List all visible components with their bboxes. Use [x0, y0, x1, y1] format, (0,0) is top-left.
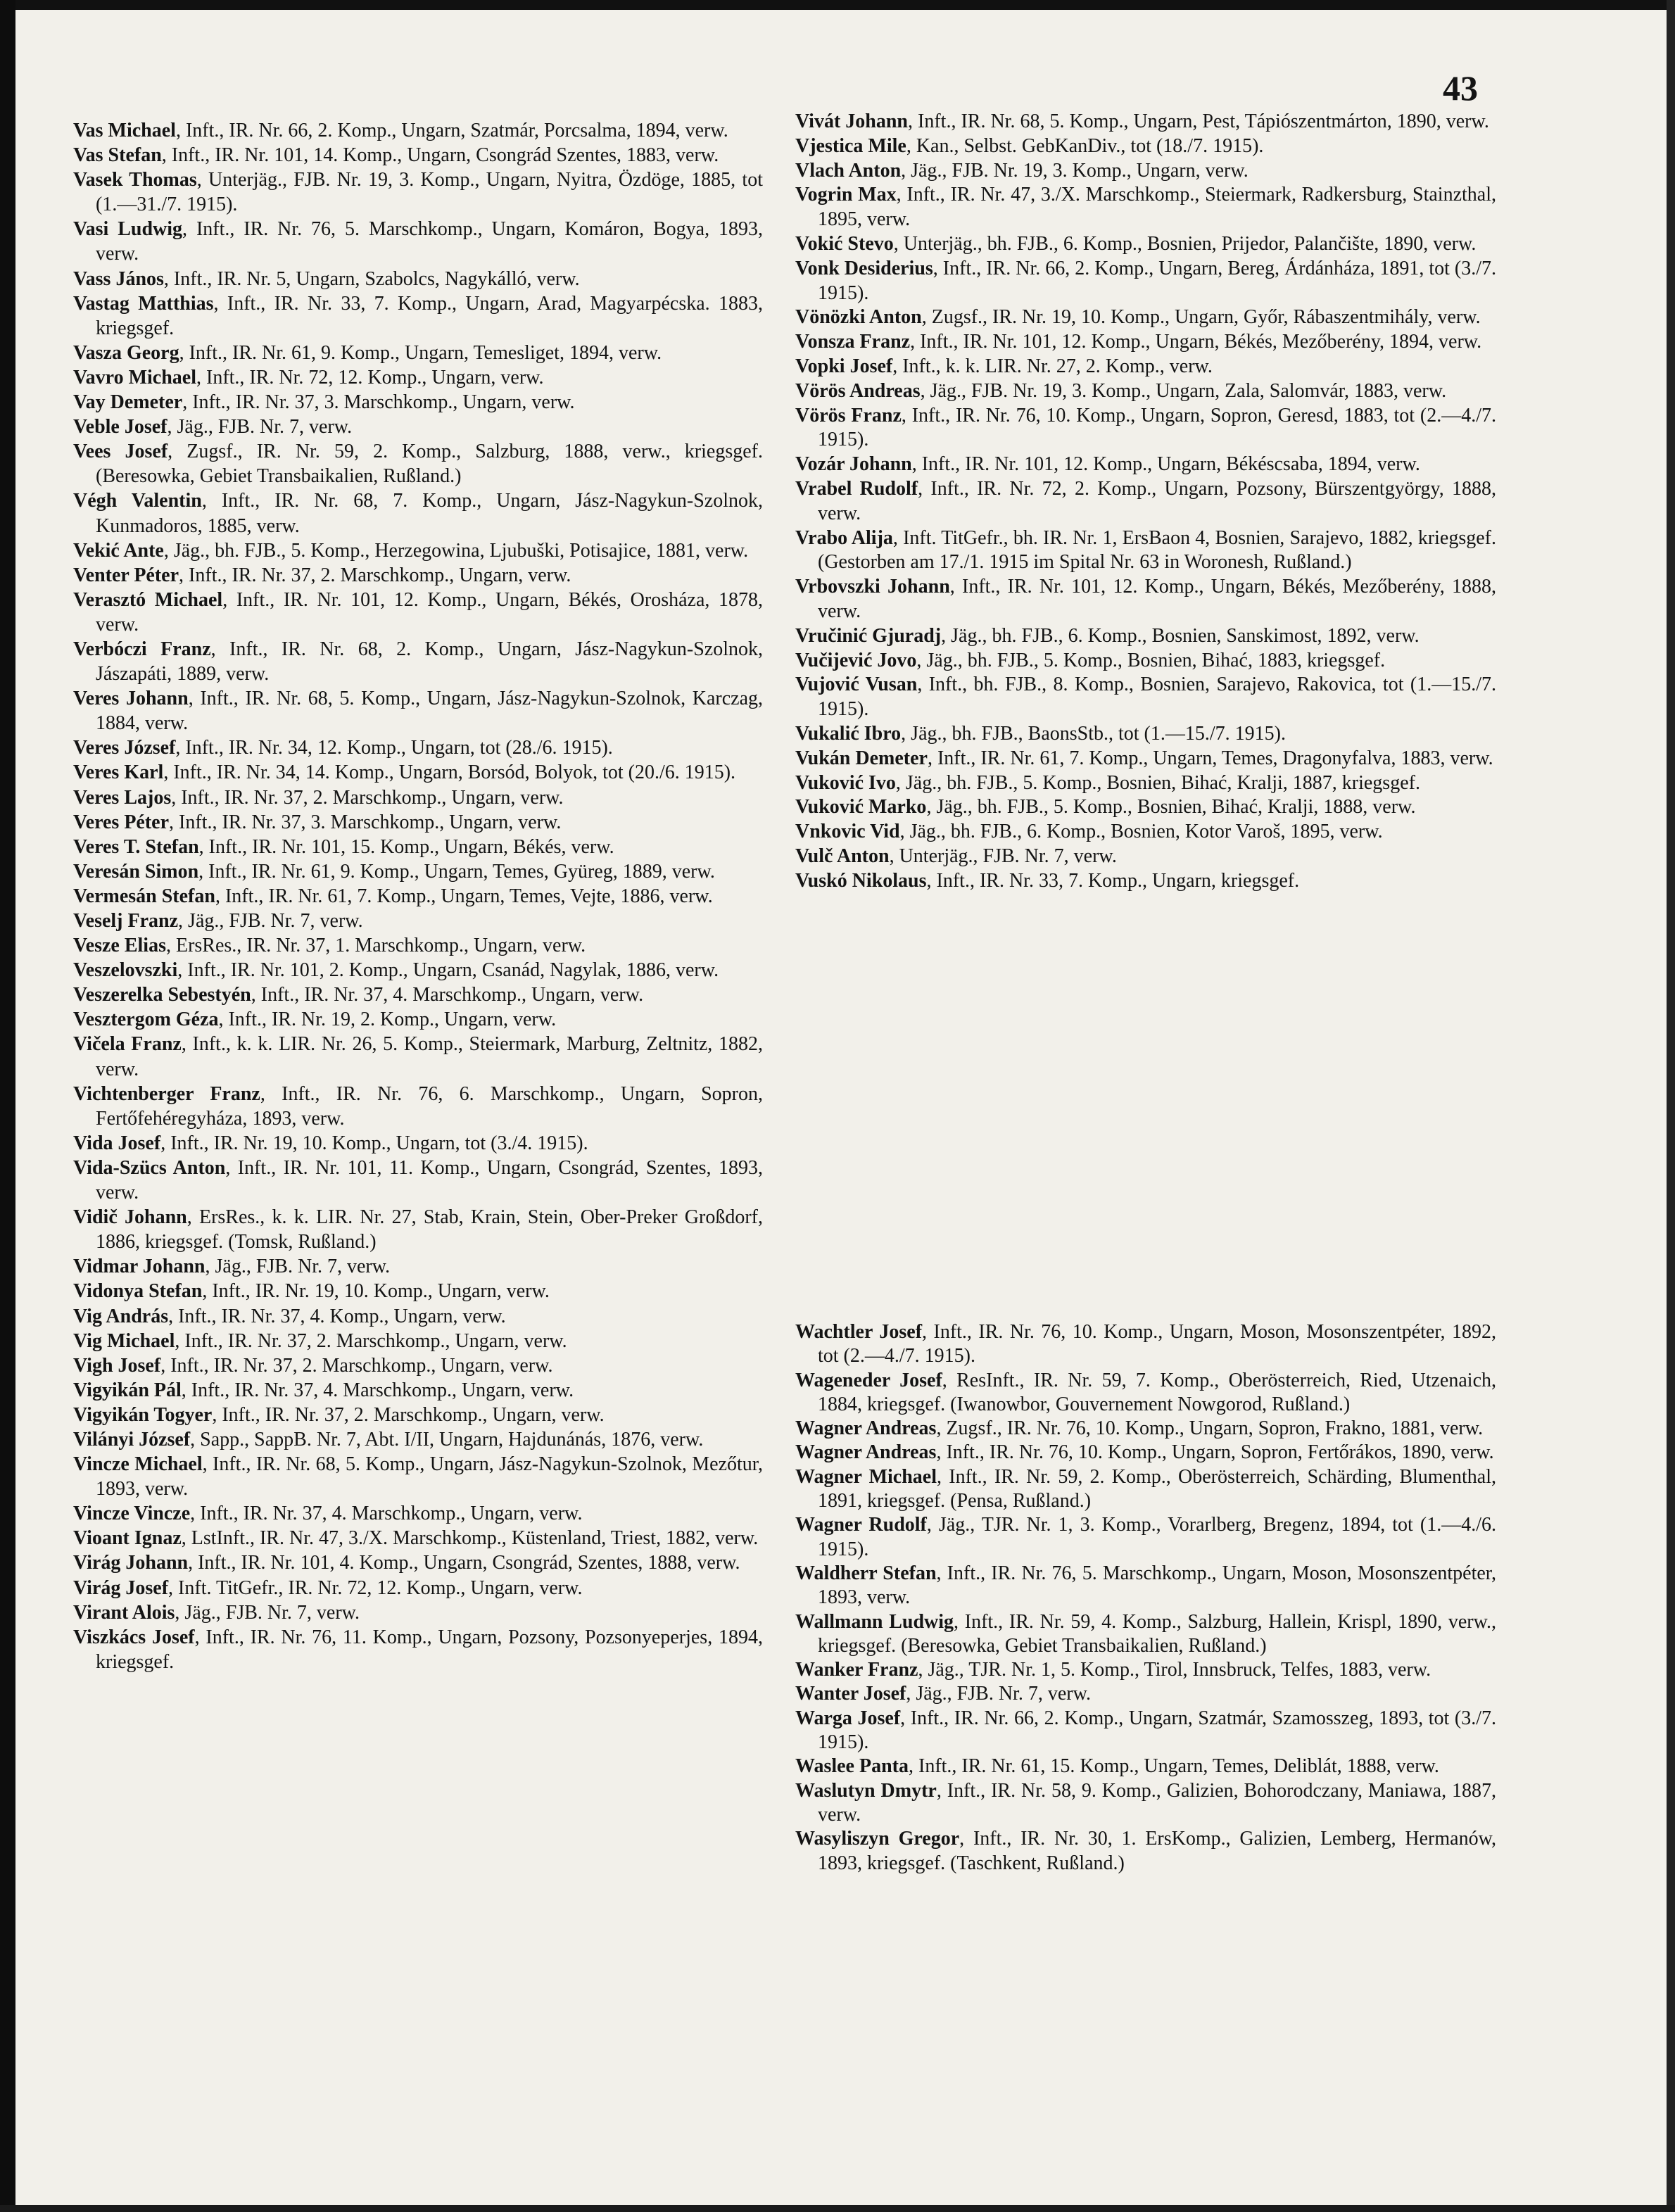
list-entry — [73, 143, 763, 168]
entry-details: , Jäg., FJB. Nr. 19, 3. Komp., Ungarn, verw. — [901, 159, 1249, 182]
entry-details: , Inft., IR. Nr. 61, 9. Komp., Ungarn, Temes, Gyüreg, 1889, verw. — [198, 860, 715, 883]
entry-details: , Kan., Selbst. GebKanDiv., tot (18./7. 1915). — [906, 134, 1264, 157]
entry-name: Vukalić Ibro — [795, 722, 902, 745]
entry-name: Vekić Ante — [73, 539, 164, 562]
entry-details: , Inft., IR. Nr. 19, 10. Komp., Ungarn, verw. — [202, 1280, 550, 1303]
entry-details: , Inft., IR. Nr. 68, 5. Komp., Ungarn, Jász-Nagykun-Szolnok, Mezőtur, 1893, verw. — [96, 1453, 763, 1500]
entry-name: Vees Josef — [73, 441, 168, 463]
entry-details: , Inft., k. k. LIR. Nr. 27, 2. Komp., verw. — [892, 355, 1213, 377]
list-entry — [795, 453, 1496, 477]
entry-name: Vokić Stevo — [795, 232, 894, 255]
entry-details: , Inft. TitGefr., IR. Nr. 72, 12. Komp., Ungarn, verw. — [168, 1576, 583, 1599]
entry-details: , ResInft., IR. Nr. 59, 7. Komp., Oberösterreich, Ried, Utzenaich, 1884, kriegsgef. (Iwanowbor, Gouvernement Nowgorod, Rußland.) — [818, 1369, 1496, 1415]
entry-details: , Unterjäg., FJB. Nr. 19, 3. Komp., Ungarn, Nyitra, Özdöge, 1885, tot (1.—31./7. 1915). — [96, 169, 763, 216]
entry-details: , Unterjäg., bh. FJB., 6. Komp., Bosnien, Prijedor, Palančište, 1890, verw. — [893, 232, 1477, 255]
entry-details: , Jäg., bh. FJB., 6. Komp., Bosnien, Sanskimost, 1892, verw. — [941, 624, 1420, 647]
entry-name: Wageneder Josef — [795, 1369, 942, 1391]
entry-name: Waslee Panta — [795, 1755, 909, 1778]
list-entry — [795, 845, 1496, 869]
entry-name: Vastag Matthias — [73, 292, 214, 315]
entry-name: Vigyikán Pál — [73, 1379, 182, 1401]
entry-details: , Inft., IR. Nr. 61, 9. Komp., Ungarn, Temesliget, 1894, verw. — [179, 341, 662, 364]
entry-name: Vuković Ivo — [795, 771, 896, 794]
entry-details: , Inft., IR. Nr. 47, 3./X. Marschkomp., Steiermark, Radkersburg, Stainzthal, 1895, verw. — [818, 184, 1496, 231]
list-entry — [795, 820, 1496, 845]
entry-name: Veszerelka Sebestyén — [73, 984, 251, 1006]
list-entry — [795, 159, 1496, 184]
entry-name: Vay Demeter — [73, 391, 183, 414]
entry-name: Vass János — [73, 267, 164, 290]
list-entry — [73, 637, 763, 686]
entry-details: , Inft., IR. Nr. 37, 2. Marschkomp., Ungarn, verw. — [175, 1329, 567, 1352]
entry-details: , Jäg., FJB. Nr. 19, 3. Komp., Ungarn, Zala, Salomvár, 1883, verw. — [920, 379, 1447, 402]
list-entry — [795, 330, 1496, 355]
entry-details: , Inft., IR. Nr. 101, 11. Komp., Ungarn, Csongrád, Szentes, 1893, verw. — [96, 1156, 763, 1204]
entry-details: , Inft., IR. Nr. 68, 7. Komp., Ungarn, Jász-Nagykun-Szolnok, Kunmadoros, 1885, verw. — [96, 490, 763, 537]
entry-details: , Inft., IR. Nr. 66, 2. Komp., Ungarn, Szatmár, Szamosszeg, 1893, tot (3./7. 1915). — [818, 1707, 1496, 1754]
list-entry — [795, 673, 1496, 722]
entry-details: , Inft., bh. FJB., 8. Komp., Bosnien, Sarajevo, Rakovica, tot (1.—15./7. 1915). — [818, 674, 1496, 721]
entry-details: , Inft., IR. Nr. 61, 7. Komp., Ungarn, Temes, Dragonyfalva, 1883, verw. — [927, 747, 1493, 769]
list-entry — [795, 747, 1496, 771]
entry-details: , Sapp., SappB. Nr. 7, Abt. I/II, Ungarn, Hajdunánás, 1876, verw. — [190, 1428, 704, 1451]
entry-name: Veres Péter — [73, 811, 170, 833]
list-entry — [795, 134, 1496, 159]
list-entry — [73, 1254, 763, 1279]
entry-name: Vonk Desiderius — [795, 257, 933, 279]
entry-name: Vlach Anton — [795, 159, 902, 182]
list-entry — [73, 1032, 763, 1081]
entry-details: , Inft., IR. Nr. 37, 2. Marschkomp., Ungarn, verw. — [212, 1403, 605, 1426]
entry-name: Wagner Andreas — [795, 1417, 937, 1440]
entry-details: , Inft., IR. Nr. 76, 11. Komp., Ungarn, Pozsony, Pozsonyeperjes, 1894, kriegsgef. — [96, 1626, 763, 1673]
entry-name: Wachtler Josef — [795, 1321, 923, 1343]
list-entry — [73, 1329, 763, 1353]
entry-name: Vig András — [73, 1305, 169, 1327]
entry-details: , Inft., IR. Nr. 72, 2. Komp., Ungarn, Pozsony, Bürszentgyörgy, 1888, verw. — [818, 477, 1496, 524]
entry-name: Viszkács Josef — [73, 1626, 195, 1648]
entry-name: Vioant Ignaz — [73, 1527, 182, 1550]
entry-details: , Jäg., TJR. Nr. 1, 5. Komp., Tirol, Innsbruck, Telfes, 1883, verw. — [918, 1659, 1431, 1681]
left-column — [73, 118, 763, 1674]
list-entry — [795, 526, 1496, 576]
entry-name: Warga Josef — [795, 1707, 901, 1729]
list-entry — [73, 1576, 763, 1600]
entry-name: Vavro Michael — [73, 366, 196, 388]
entry-name: Vasek Thomas — [73, 169, 197, 191]
list-entry — [795, 477, 1496, 526]
list-entry — [795, 771, 1496, 796]
entry-name: Vuković Marko — [795, 796, 927, 819]
entry-details: , Inft., IR. Nr. 5, Ungarn, Szabolcs, Nagykálló, verw. — [163, 267, 580, 290]
list-entry — [795, 575, 1496, 624]
entry-name: Vidonya Stefan — [73, 1280, 203, 1303]
entry-details: , Jäg., bh. FJB., 5. Komp., Bosnien, Bihać, Kralji, 1887, kriegsgef. — [895, 771, 1420, 794]
list-entry — [73, 933, 763, 958]
list-entry — [795, 1610, 1496, 1659]
entry-name: Vivát Johann — [795, 110, 909, 132]
entry-details: , Inft., IR. Nr. 76, 10. Komp., Ungarn, Sopron, Geresd, 1883, tot (2.—4./7. 1915). — [818, 404, 1496, 451]
entry-details: , Inft., IR. Nr. 101, 12. Komp., Ungarn, Békéscsaba, 1894, verw. — [911, 453, 1420, 476]
entry-name: Vas Michael — [73, 120, 176, 141]
entry-name: Veszelovszki — [73, 959, 178, 982]
entry-details: , Zugsf., IR. Nr. 59, 2. Komp., Salzburg, 1888, verw., kriegsgef. (Beresowka, Gebiet Transbaikalien, Rußland.) — [96, 441, 763, 488]
entry-details: , Jäg., FJB. Nr. 7, verw. — [906, 1683, 1091, 1705]
list-entry — [73, 1427, 763, 1452]
entry-name: Vida-Szücs Anton — [73, 1156, 226, 1179]
list-entry — [795, 722, 1496, 747]
list-entry — [795, 624, 1496, 649]
right-column-top — [795, 110, 1496, 894]
entry-details: , Inft., IR. Nr. 30, 1. ErsKomp., Galizien, Lemberg, Hermanów, 1893, kriegsgef. (Taschkent, Rußland.) — [818, 1828, 1496, 1874]
entry-details: , ErsRes., k. k. LIR. Nr. 27, Stab, Krain, Stein, Ober-Preker Großdorf, 1886, kriegsgef. (Tomsk, Rußland.) — [96, 1206, 763, 1253]
list-entry — [795, 355, 1496, 379]
entry-details: , Inft., IR. Nr. 68, 2. Komp., Ungarn, Jász-Nagykun-Szolnok, Jászapáti, 1889, verw. — [96, 638, 764, 685]
entry-details: , Inft., k. k. LIR. Nr. 26, 5. Komp., Steiermark, Marburg, Zeltnitz, 1882, verw. — [96, 1033, 763, 1080]
entry-name: Vas Stefan — [73, 144, 162, 167]
entry-details: , Inft., IR. Nr. 68, 5. Komp., Ungarn, Pest, Tápiószentmárton, 1890, verw. — [908, 110, 1489, 132]
entry-name: Venter Péter — [73, 564, 179, 586]
list-entry — [73, 267, 763, 291]
entry-name: Vig Michael — [73, 1329, 175, 1352]
list-entry — [73, 1007, 763, 1032]
entry-name: Vučijević Jovo — [795, 649, 917, 671]
scan-border-top — [0, 0, 1675, 10]
list-entry — [73, 1501, 763, 1526]
entry-name: Verasztó Michael — [73, 588, 223, 611]
entry-name: Wagner Andreas — [795, 1441, 937, 1464]
list-entry — [73, 118, 763, 143]
entry-details: , Inft., IR. Nr. 37, 2. Marschkomp., Ungarn, verw. — [179, 564, 571, 586]
entry-details: , Inft., IR. Nr. 101, 2. Komp., Ungarn, Csanád, Nagylak, 1886, verw. — [177, 959, 719, 982]
list-entry — [73, 1156, 763, 1205]
entry-name: Virant Alois — [73, 1601, 175, 1624]
entry-details: , Inft., IR. Nr. 76, 10. Komp., Ungarn, Moson, Mosonszentpéter, 1892, tot (2.—4./7. 1915). — [818, 1321, 1497, 1367]
list-entry — [795, 379, 1496, 404]
entry-name: Veres Lajos — [73, 786, 172, 809]
entry-details: , Jäg., bh. FJB., 5. Komp., Herzegowina, Ljubuški, Potisajice, 1881, verw. — [163, 539, 749, 562]
entry-name: Waslutyn Dmytr — [795, 1779, 937, 1802]
scan-border-left — [0, 0, 15, 2212]
entry-details: , Inft., IR. Nr. 37, 4. Marschkomp., Ungarn, verw. — [251, 984, 644, 1006]
list-entry — [795, 232, 1496, 257]
entry-name: Vogrin Max — [795, 184, 897, 206]
list-entry — [73, 958, 763, 982]
entry-name: Vičela Franz — [73, 1033, 182, 1056]
entry-name: Vida Josef — [73, 1132, 161, 1154]
list-entry — [73, 1082, 763, 1131]
list-entry — [73, 341, 763, 365]
entry-details: , Inft., IR. Nr. 19, 10. Komp., Ungarn, tot (3./4. 1915). — [160, 1132, 588, 1154]
entry-details: , Inft., IR. Nr. 101, 12. Komp., Ungarn, Békés, Mezőberény, 1888, verw. — [818, 576, 1496, 622]
entry-details: , Inft. TitGefr., bh. IR. Nr. 1, ErsBaon 4, Bosnien, Sarajevo, 1882, kriegsgef. (Gestorben am 17./1. 1915 im Spital Nr. 63 in Woronesh, Rußland.) — [818, 526, 1496, 574]
list-entry — [73, 291, 763, 341]
entry-name: Vidič Johann — [73, 1206, 187, 1229]
entry-details: , Inft., IR. Nr. 58, 9. Komp., Galizien, Bohorodczany, Maniawa, 1887, verw. — [818, 1779, 1496, 1826]
list-entry — [73, 1304, 763, 1329]
list-entry — [73, 488, 763, 538]
entry-name: Vidmar Johann — [73, 1256, 206, 1278]
entry-details: , Jäg., FJB. Nr. 7, verw. — [175, 1601, 360, 1624]
entry-details: , Inft., IR. Nr. 66, 2. Komp., Ungarn, Bereg, Árdánháza, 1891, tot (3./7. 1915). — [818, 257, 1496, 304]
entry-name: Veres Karl — [73, 761, 164, 784]
list-entry — [73, 884, 763, 909]
entry-name: Virág Johann — [73, 1552, 189, 1574]
entry-details: , Inft., IR. Nr. 19, 2. Komp., Ungarn, verw. — [218, 1009, 557, 1031]
entry-details: , Jäg., bh. FJB., BaonsStb., tot (1.—15./7. 1915). — [901, 722, 1286, 745]
entry-details: , Inft., IR. Nr. 61, 7. Komp., Ungarn, Temes, Vejte, 1886, verw. — [215, 885, 713, 907]
entry-details: , Jäg., FJB. Nr. 7, verw. — [178, 910, 363, 932]
entry-name: Wagner Michael — [795, 1465, 937, 1488]
entry-details: , Inft., IR. Nr. 33, 7. Komp., Ungarn, kriegsgef. — [926, 869, 1300, 892]
list-entry — [73, 415, 763, 439]
list-entry — [73, 686, 763, 735]
entry-details: , Inft., IR. Nr. 101, 12. Komp., Ungarn, Békés, Orosháza, 1878, verw. — [96, 588, 763, 636]
entry-details: , Inft., IR. Nr. 68, 5. Komp., Ungarn, Jász-Nagykun-Szolnok, Karczag, 1884, verw. — [96, 688, 763, 735]
entry-details: , Inft., IR. Nr. 101, 12. Komp., Ungarn, Békés, Mezőberény, 1894, verw. — [910, 331, 1482, 353]
entry-details: , Inft., IR. Nr. 76, 5. Marschkomp., Ungarn, Moson, Mosonszentpéter, 1893, verw. — [818, 1562, 1496, 1609]
entry-name: Vincze Michael — [73, 1453, 203, 1476]
entry-name: Vonsza Franz — [795, 331, 911, 353]
right-column-bottom — [795, 1320, 1496, 1876]
list-entry — [795, 1513, 1496, 1562]
list-entry — [73, 1378, 763, 1403]
entry-name: Vesztergom Géza — [73, 1009, 219, 1031]
entry-details: , Inft., IR. Nr. 61, 15. Komp., Ungarn, Temes, Deliblát, 1888, verw. — [909, 1755, 1439, 1778]
entry-details: , Inft., IR. Nr. 66, 2. Komp., Ungarn, Szatmár, Porcsalma, 1894, verw. — [175, 120, 728, 141]
list-entry — [795, 1827, 1496, 1876]
entry-name: Vasi Ludwig — [73, 218, 183, 241]
entry-name: Vručinić Gjuradj — [795, 624, 942, 647]
list-entry — [73, 835, 763, 859]
entry-name: Verbóczi Franz — [73, 638, 211, 660]
list-entry — [795, 1465, 1496, 1514]
list-entry — [73, 538, 763, 563]
entry-details: , Inft., IR. Nr. 37, 4. Marschkomp., Ungarn, verw. — [181, 1379, 574, 1401]
entry-details: , Jäg., TJR. Nr. 1, 3. Komp., Vorarlberg, Bregenz, 1894, tot (1.—4./6. 1915). — [818, 1514, 1496, 1560]
list-entry — [795, 649, 1496, 674]
list-entry — [795, 1562, 1496, 1610]
entry-name: Vichtenberger Franz — [73, 1082, 260, 1105]
entry-name: Vulč Anton — [795, 845, 890, 867]
entry-name: Vasza Georg — [73, 341, 179, 364]
list-entry — [795, 305, 1496, 330]
entry-name: Wanter Josef — [795, 1683, 906, 1705]
entry-name: Veres József — [73, 737, 176, 759]
entry-details: , Inft., IR. Nr. 37, 4. Marschkomp., Ungarn, verw. — [190, 1503, 583, 1525]
list-entry — [795, 1779, 1496, 1828]
entry-details: , Jäg., bh. FJB., 5. Komp., Bosnien, Bihać, 1883, kriegsgef. — [916, 649, 1386, 671]
list-entry — [73, 785, 763, 810]
scan-border-bottom — [0, 2205, 1675, 2212]
entry-name: Vigh Josef — [73, 1354, 161, 1377]
entry-name: Vörös Andreas — [795, 379, 921, 402]
entry-details: , Zugsf., IR. Nr. 19, 10. Komp., Ungarn, Győr, Rábaszentmihály, verw. — [921, 306, 1481, 329]
list-entry — [795, 404, 1496, 453]
list-entry — [73, 390, 763, 415]
list-entry — [73, 1403, 763, 1427]
entry-details: , Inft., IR. Nr. 59, 2. Komp., Oberösterreich, Schärding, Blumenthal, 1891, kriegsgef. (Pensa, Rußland.) — [818, 1465, 1496, 1512]
entry-name: Wanker Franz — [795, 1659, 918, 1681]
list-entry — [73, 810, 763, 835]
entry-name: Vrabel Rudolf — [795, 477, 918, 500]
entry-details: , Jäg., bh. FJB., 5. Komp., Bosnien, Bihać, Kralji, 1888, verw. — [926, 796, 1416, 819]
entry-name: Virág Josef — [73, 1576, 169, 1599]
entry-name: Vincze Vincze — [73, 1503, 191, 1525]
list-entry — [795, 795, 1496, 820]
entry-name: Vilányi József — [73, 1428, 191, 1451]
entry-details: , Unterjäg., FJB. Nr. 7, verw. — [889, 845, 1117, 867]
list-entry — [795, 1707, 1496, 1755]
list-entry — [73, 982, 763, 1007]
entry-details: , Inft., IR. Nr. 37, 4. Komp., Ungarn, verw. — [168, 1305, 506, 1327]
page-number: 43 — [1443, 68, 1478, 108]
scan-border-right — [1667, 0, 1675, 2212]
list-entry — [73, 1279, 763, 1303]
list-entry — [795, 869, 1496, 894]
list-entry — [795, 183, 1496, 232]
entry-name: Vukán Demeter — [795, 747, 928, 769]
entry-name: Vjestica Mile — [795, 134, 906, 157]
entry-details: , Inft., IR. Nr. 59, 4. Komp., Salzburg, Hallein, Krispl, 1890, verw., kriegsgef. (Beresowka, Gebiet Transbaikalien, Rußland.) — [818, 1610, 1496, 1657]
entry-details: , Inft., IR. Nr. 37, 2. Marschkomp., Ungarn, verw. — [160, 1354, 553, 1377]
entry-name: Vönözki Anton — [795, 306, 922, 329]
entry-name: Vrbovszki Johann — [795, 576, 950, 598]
list-entry — [73, 1353, 763, 1378]
list-entry — [73, 1131, 763, 1156]
entry-details: , Inft., IR. Nr. 76, 10. Komp., Ungarn, Sopron, Fertőrákos, 1890, verw. — [936, 1441, 1494, 1464]
entry-details: , Inft., IR. Nr. 37, 3. Marschkomp., Ungarn, verw. — [182, 391, 575, 414]
list-entry — [73, 588, 763, 637]
list-entry — [73, 365, 763, 390]
entry-details: , Inft., IR. Nr. 76, 6. Marschkomp., Ungarn, Sopron, Fertőfehéregyháza, 1893, verw. — [96, 1082, 763, 1130]
entry-name: Veres T. Stefan — [73, 835, 199, 858]
entry-name: Wasyliszyn Gregor — [795, 1828, 960, 1850]
entry-details: , Jäg., FJB. Nr. 7, verw. — [205, 1256, 391, 1278]
entry-name: Vozár Johann — [795, 453, 912, 476]
entry-details: , Inft., IR. Nr. 34, 12. Komp., Ungarn, tot (28./6. 1915). — [175, 737, 613, 759]
entry-name: Vrabo Alija — [795, 526, 893, 549]
list-entry — [73, 1625, 763, 1674]
list-entry — [795, 110, 1496, 134]
list-entry — [795, 1369, 1496, 1417]
entry-details: , LstInft., IR. Nr. 47, 3./X. Marschkomp., Küstenland, Triest, 1882, verw. — [181, 1527, 759, 1550]
list-entry — [73, 760, 763, 785]
list-entry — [73, 859, 763, 884]
entry-name: Wagner Rudolf — [795, 1514, 927, 1536]
list-entry — [73, 735, 763, 760]
entry-details: , Inft., IR. Nr. 76, 5. Marschkomp., Ungarn, Komáron, Bogya, 1893, verw. — [96, 218, 763, 265]
entry-name: Vörös Franz — [795, 404, 902, 426]
entry-name: Vnkovic Vid — [795, 821, 900, 843]
entry-details: , Inft., IR. Nr. 33, 7. Komp., Ungarn, Arad, Magyarpécska. 1883, kriegsgef. — [96, 292, 763, 339]
entry-name: Vigyikán Togyer — [73, 1403, 213, 1426]
entry-details: , Inft., IR. Nr. 101, 15. Komp., Ungarn, Békés, verw. — [198, 835, 614, 858]
entry-name: Vermesán Stefan — [73, 885, 215, 907]
list-entry — [795, 1658, 1496, 1682]
entry-details: , ErsRes., IR. Nr. 37, 1. Marschkomp., Ungarn, verw. — [165, 935, 586, 957]
entry-name: Vesze Elias — [73, 935, 166, 957]
entry-details: , Jäg., FJB. Nr. 7, verw. — [167, 416, 353, 438]
entry-name: Veresán Simon — [73, 860, 199, 883]
entry-name: Végh Valentin — [73, 490, 202, 512]
list-entry — [73, 1526, 763, 1550]
entry-name: Vuskó Nikolaus — [795, 869, 927, 892]
entry-details: , Inft., IR. Nr. 101, 14. Komp., Ungarn, Csongrád Szentes, 1883, verw. — [161, 144, 719, 167]
entry-name: Vopki Josef — [795, 355, 893, 377]
entry-name: Waldherr Stefan — [795, 1562, 937, 1584]
entry-name: Veble Josef — [73, 416, 168, 438]
list-entry — [73, 1600, 763, 1625]
list-entry — [795, 257, 1496, 306]
entry-details: , Inft., IR. Nr. 37, 3. Marschkomp., Ungarn, verw. — [169, 811, 562, 833]
entry-details: , Inft., IR. Nr. 72, 12. Komp., Ungarn, verw. — [196, 366, 544, 388]
entry-name: Veres Johann — [73, 688, 189, 710]
list-entry — [795, 1755, 1496, 1778]
list-entry — [73, 1205, 763, 1254]
entry-name: Veselj Franz — [73, 910, 179, 932]
list-entry — [795, 1682, 1496, 1706]
entry-details: , Zugsf., IR. Nr. 76, 10. Komp., Ungarn, Sopron, Frakno, 1881, verw. — [936, 1417, 1484, 1440]
list-entry — [73, 168, 763, 217]
entry-details: , Inft., IR. Nr. 34, 14. Komp., Ungarn, Borsód, Bolyok, tot (20./6. 1915). — [163, 761, 736, 784]
list-entry — [795, 1320, 1496, 1369]
list-entry — [73, 217, 763, 266]
list-entry — [73, 909, 763, 933]
entry-name: Wallmann Ludwig — [795, 1610, 954, 1633]
entry-details: , Inft., IR. Nr. 101, 4. Komp., Ungarn, Csongrád, Szentes, 1888, verw. — [188, 1552, 740, 1574]
list-entry — [73, 439, 763, 488]
list-entry — [73, 1452, 763, 1501]
entry-name: Vujović Vusan — [795, 674, 918, 696]
entry-details: , Jäg., bh. FJB., 6. Komp., Bosnien, Kotor Varoš, 1895, verw. — [899, 821, 1383, 843]
list-entry — [795, 1417, 1496, 1441]
list-entry — [73, 563, 763, 588]
list-entry — [73, 1550, 763, 1575]
list-entry — [795, 1441, 1496, 1465]
entry-details: , Inft., IR. Nr. 37, 2. Marschkomp., Ungarn, verw. — [171, 786, 564, 809]
